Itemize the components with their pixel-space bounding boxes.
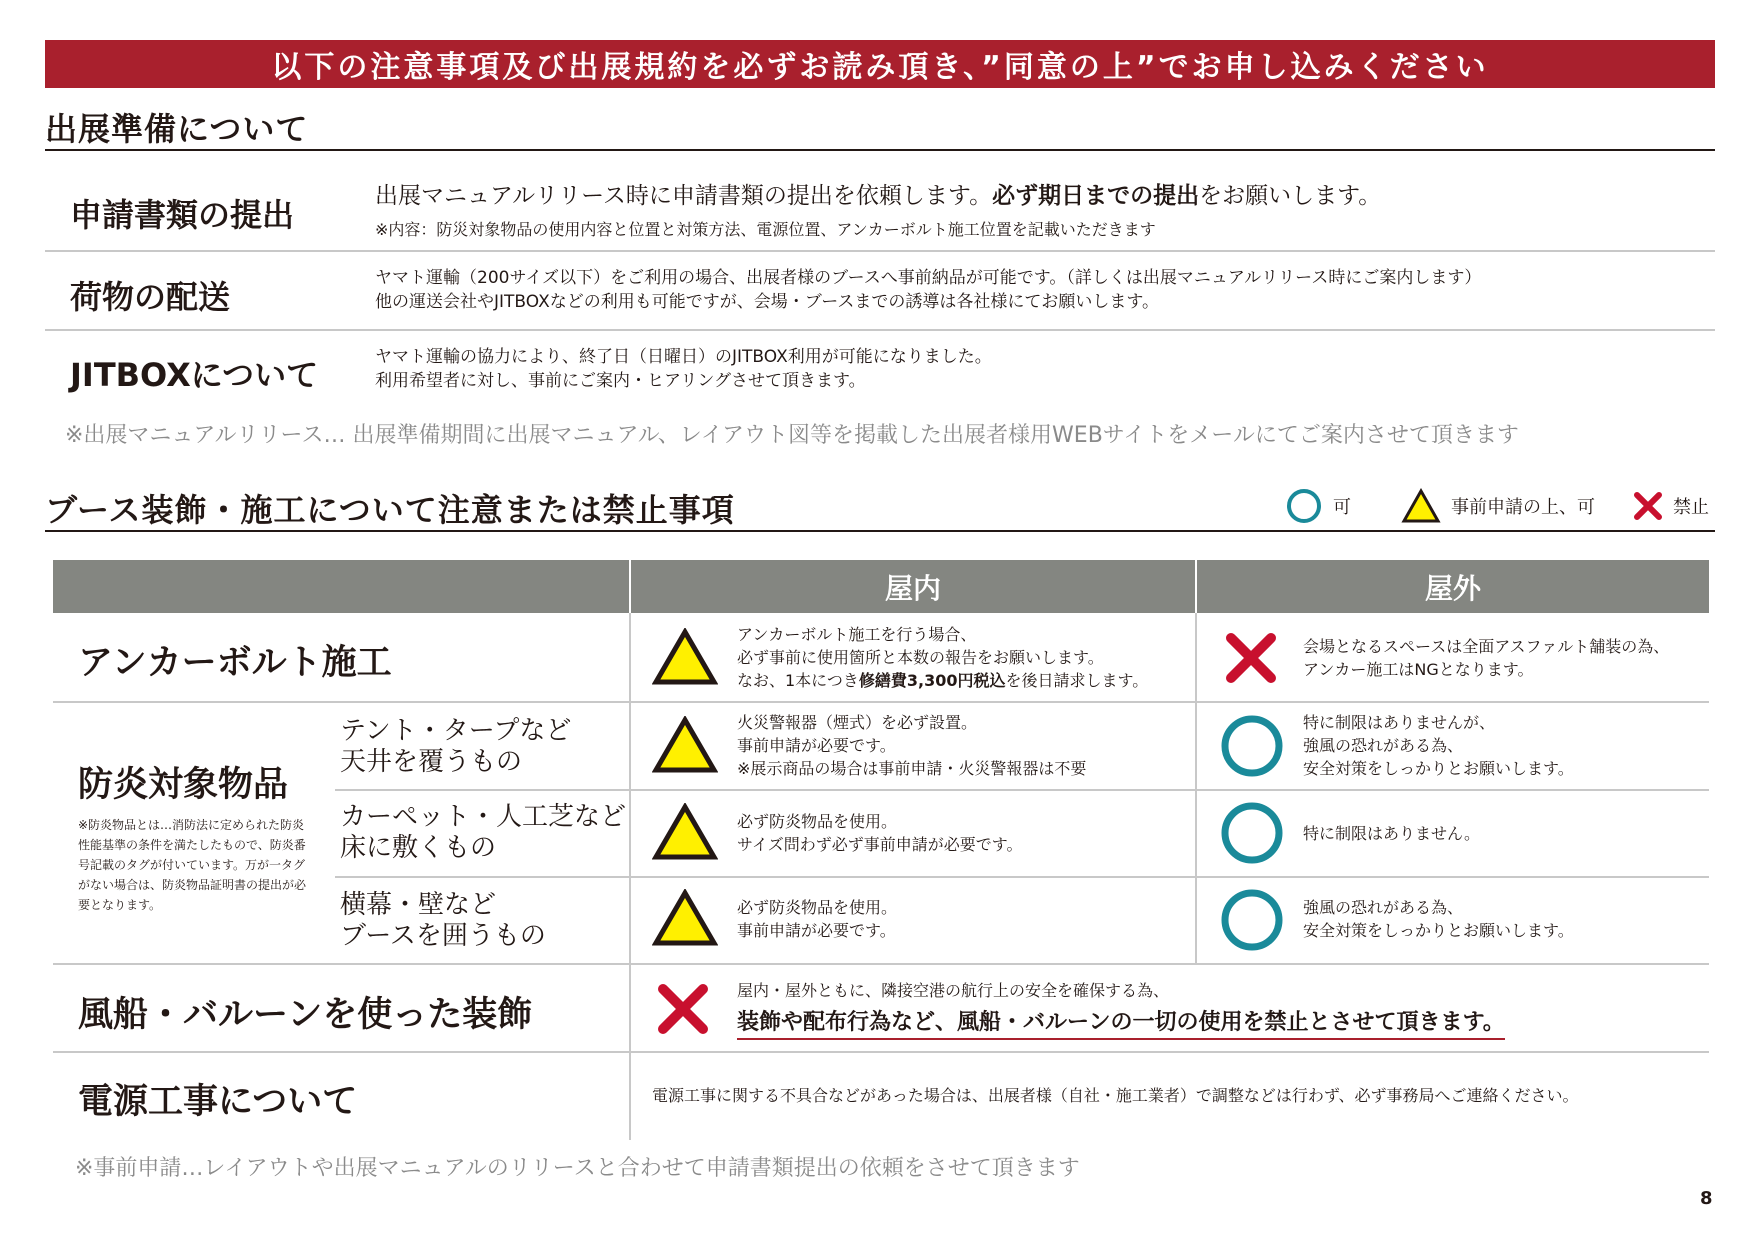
section-title-preparation: 出展準備について — [45, 110, 309, 148]
row-text-jitbox-1: ヤマト運輸の協力により、終了日（日曜日）のJITBOX利用が可能になりました。 — [375, 347, 992, 367]
text-part: なお、1本につき — [737, 671, 859, 690]
cell-line: サイズ問わず必ず事前申請が必要です。 — [737, 835, 1023, 854]
legend-prohibited-label: 禁止 — [1673, 497, 1709, 518]
cell-line: 火災警報器（煙式）を必ず設置。 — [737, 713, 978, 732]
triangle-icon — [1401, 488, 1441, 524]
cell-line: 事前申請が必要です。 — [737, 736, 896, 755]
text-part: をお願いします。 — [1199, 183, 1382, 209]
cell-line: 必ず防炎物品を使用。 — [737, 812, 898, 831]
sub-label-line: カーペット・人工芝など — [340, 802, 627, 832]
table-header-indoor: 屋内 — [631, 560, 1195, 613]
row-text-jitbox-2: 利用希望者に対し、事前にご案内・ヒアリングさせて頂きます。 — [375, 371, 866, 391]
row-subtext-application: ※内容：防災対象物品の使用内容と位置と対策方法、電源位置、アンカーボルト施工位置を記載いただきます — [375, 220, 1156, 239]
notice-banner: 以下の注意事項及び出展規約を必ずお読み頂き、”同意の上”でお申し込みください — [45, 40, 1715, 88]
sub-label-line: 床に敷くもの — [340, 833, 497, 863]
cell-line: 必ず防炎物品を使用。 — [737, 898, 898, 917]
fireproof-note: ※防炎物品とは…消防法に定められた防炎性能基準の条件を満たしたもので、防炎番号記載のタグが付いています。万が一タグがない場合は、防炎物品証明書の提出が必要となります。 — [78, 818, 307, 912]
sub-label-tent — [340, 716, 571, 778]
sub-label-line: 天井を覆うもの — [340, 747, 523, 777]
cell-tent-outdoor — [1303, 711, 1574, 780]
row-label-application: 申請書類の提出 — [70, 196, 295, 234]
manual-release-note: ※出展マニュアルリリース… 出展準備期間に出展マニュアル、レイアウト図等を掲載した出展者様用WEBサイトをメールにてご案内させて頂きます — [65, 423, 1519, 448]
cell-curtain-outdoor — [1303, 896, 1574, 942]
table-header-outdoor: 屋外 — [1197, 560, 1709, 613]
row-text-delivery-1: ヤマト運輸（200サイズ以下）をご利用の場合、出展者様のブースへ事前納品が可能です。（詳しくは出展マニュアルリリース時にご案内します） — [375, 268, 1482, 288]
row-divider — [53, 1051, 1709, 1053]
circle-icon — [1220, 888, 1284, 952]
cell-line: ※展示商品の場合は事前申請・火災警報器は不要 — [737, 759, 1087, 778]
cell-line: アンカーボルト施工を行う場合、 — [737, 625, 977, 644]
row-text-application — [375, 181, 1381, 211]
cross-icon — [1225, 632, 1277, 684]
cross-icon — [657, 983, 709, 1035]
cell-line: 強風の恐れがある為、 — [1303, 736, 1464, 755]
cell-line: 事前申請が必要です。 — [737, 921, 896, 940]
section-title-booth: ブース装飾・施工について注意または禁止事項 — [45, 491, 735, 529]
row-text-delivery-2: 他の運送会社やJITBOXなどの利用も可能ですが、会場・ブースまでの誘導は各社様にてお願いします。 — [375, 292, 1159, 312]
table-header-blank — [53, 560, 629, 613]
row-label-jitbox: JITBOXについて — [70, 356, 319, 394]
circle-icon — [1285, 487, 1323, 525]
page-number: 8 — [1700, 1188, 1713, 1209]
cross-icon — [1633, 491, 1663, 521]
legend — [1285, 487, 1709, 525]
cell-carpet-outdoor — [1303, 822, 1480, 845]
row-label-power: 電源工事について — [78, 1082, 358, 1122]
cell-line: 会場となるスペースは全面アスファルト舗装の為、 — [1303, 637, 1670, 656]
pre-application-note: ※事前申請…レイアウトや出展マニュアルのリリースと合わせて申請書類提出の依頼をさせて頂きます — [75, 1156, 1080, 1181]
section-rule — [45, 149, 1715, 151]
text-part: を後日請求します。 — [1005, 671, 1149, 690]
sub-label-carpet — [340, 802, 626, 864]
row-label-anchor: アンカーボルト施工 — [78, 643, 392, 683]
row-divider — [335, 789, 1709, 791]
cell-anchor-indoor — [737, 623, 1148, 692]
row-divider — [45, 329, 1715, 331]
cell-line — [737, 669, 1148, 692]
cell-power-text: 電源工事に関する不具合などがあった場合は、出展者様（自社・施工業者）で調整などは行わず、必ず事務局へご連絡ください。 — [652, 1086, 1579, 1105]
cell-line: 特に制限はありません。 — [1303, 824, 1480, 843]
cell-curtain-indoor — [737, 896, 897, 942]
cell-anchor-outdoor — [1303, 635, 1669, 681]
section-rule — [45, 530, 1715, 532]
text-part: 出展マニュアルリリース時に申請書類の提出を依頼します。 — [375, 183, 993, 209]
cell-line: 安全対策をしっかりとお願いします。 — [1303, 759, 1574, 778]
col-divider — [1195, 613, 1197, 963]
circle-icon — [1220, 801, 1284, 865]
sub-label-line: ブースを囲うもの — [340, 921, 546, 951]
triangle-icon — [652, 716, 718, 774]
row-label-balloon: 風船・バルーンを使った装飾 — [78, 995, 533, 1035]
sub-label-curtain — [340, 890, 546, 952]
balloon-prohibition-text: 装飾や配布行為など、風船・バルーンの一切の使用を禁止とさせて頂きます。 — [737, 1010, 1505, 1040]
cell-line: 強風の恐れがある為、 — [1303, 898, 1464, 917]
cell-tent-indoor — [737, 711, 1086, 780]
cell-line: 安全対策をしっかりとお願いします。 — [1303, 921, 1574, 940]
row-divider — [53, 963, 1709, 965]
sub-label-line: 横幕・壁など — [340, 890, 497, 920]
sub-label-line: テント・タープなど — [340, 716, 572, 746]
cell-line: 必ず事前に使用箇所と本数の報告をお願いします。 — [737, 648, 1104, 667]
row-label-delivery: 荷物の配送 — [70, 278, 231, 316]
bold-deadline: 必ず期日までの提出 — [992, 183, 1200, 209]
row-divider — [53, 701, 1709, 703]
cell-line: アンカー施工はNGとなります。 — [1303, 660, 1534, 679]
row-divider — [45, 250, 1715, 252]
cell-line: 特に制限はありませんが、 — [1303, 713, 1496, 732]
triangle-icon — [652, 803, 718, 861]
repair-fee: 修繕費3,300円税込 — [858, 671, 1006, 690]
row-divider — [335, 876, 1709, 878]
cell-carpet-indoor — [737, 810, 1022, 856]
cell-balloon-line2 — [737, 1005, 1505, 1036]
cell-balloon-line1: 屋内・屋外ともに、隣接空港の航行上の安全を確保する為、 — [737, 981, 1170, 1000]
legend-conditional-label: 事前申請の上、可 — [1451, 497, 1595, 518]
triangle-icon — [652, 889, 718, 947]
row-label-fireproof: 防炎対象物品 — [78, 765, 289, 805]
legend-ok-label: 可 — [1333, 497, 1351, 518]
triangle-icon — [652, 628, 718, 686]
circle-icon — [1220, 714, 1284, 778]
